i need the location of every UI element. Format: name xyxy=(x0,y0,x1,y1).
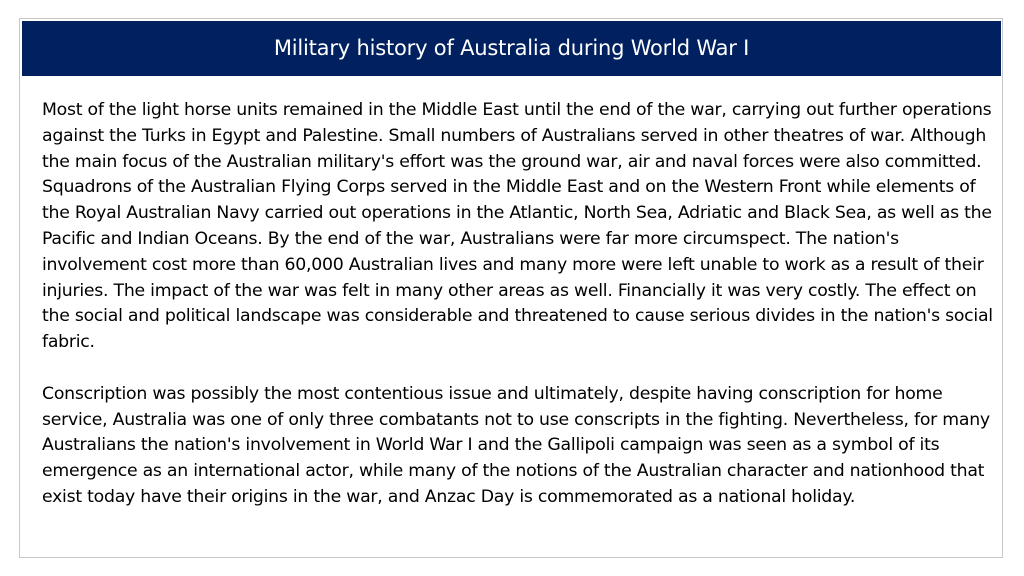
body-paragraph: Most of the light horse units remained in the Middle East until the end of the war, carrying out further operations against the Turks in Egypt and Palestine. Small numbers of Australians served in other theatres of war. Although the main focus of the Australian military's effort was the ground war, air and naval forces were also committed. Squadrons of the Australian Flying Corps served in the Middle East and on the Western Front while elements of the Royal Australian Navy carried out operations in the Atlantic, North Sea, Adriatic and Black Sea, as well as the Pacific and Indian Oceans. By the end of the war, Australians were far more circumspect. The nation's involvement cost more than 60,000 Australian lives and many more were left unable to work as a result of their injuries. The impact of the war was felt in many other areas as well. Financially it was very costly. The effect on the social and political landscape was considerable and threatened to cause serious divides in the nation's social fabric. xyxy=(42,100,993,353)
slide-title: Military history of Australia during World War I xyxy=(273,36,750,60)
slide-body xyxy=(42,98,1002,511)
body-paragraph: Conscription was possibly the most contentious issue and ultimately, despite having conscription for home service, Australia was one of only three combatants not to use conscripts in the fighting. Nevertheless, for many Australians the nation's involvement in World War I and the Gallipoli campaign was seen as a symbol of its emergence as an international actor, while many of the notions of the Australian character and nationhood that exist today have their origins in the war, and Anzac Day is commemorated as a national holiday. xyxy=(42,383,990,507)
title-banner xyxy=(22,21,1001,76)
